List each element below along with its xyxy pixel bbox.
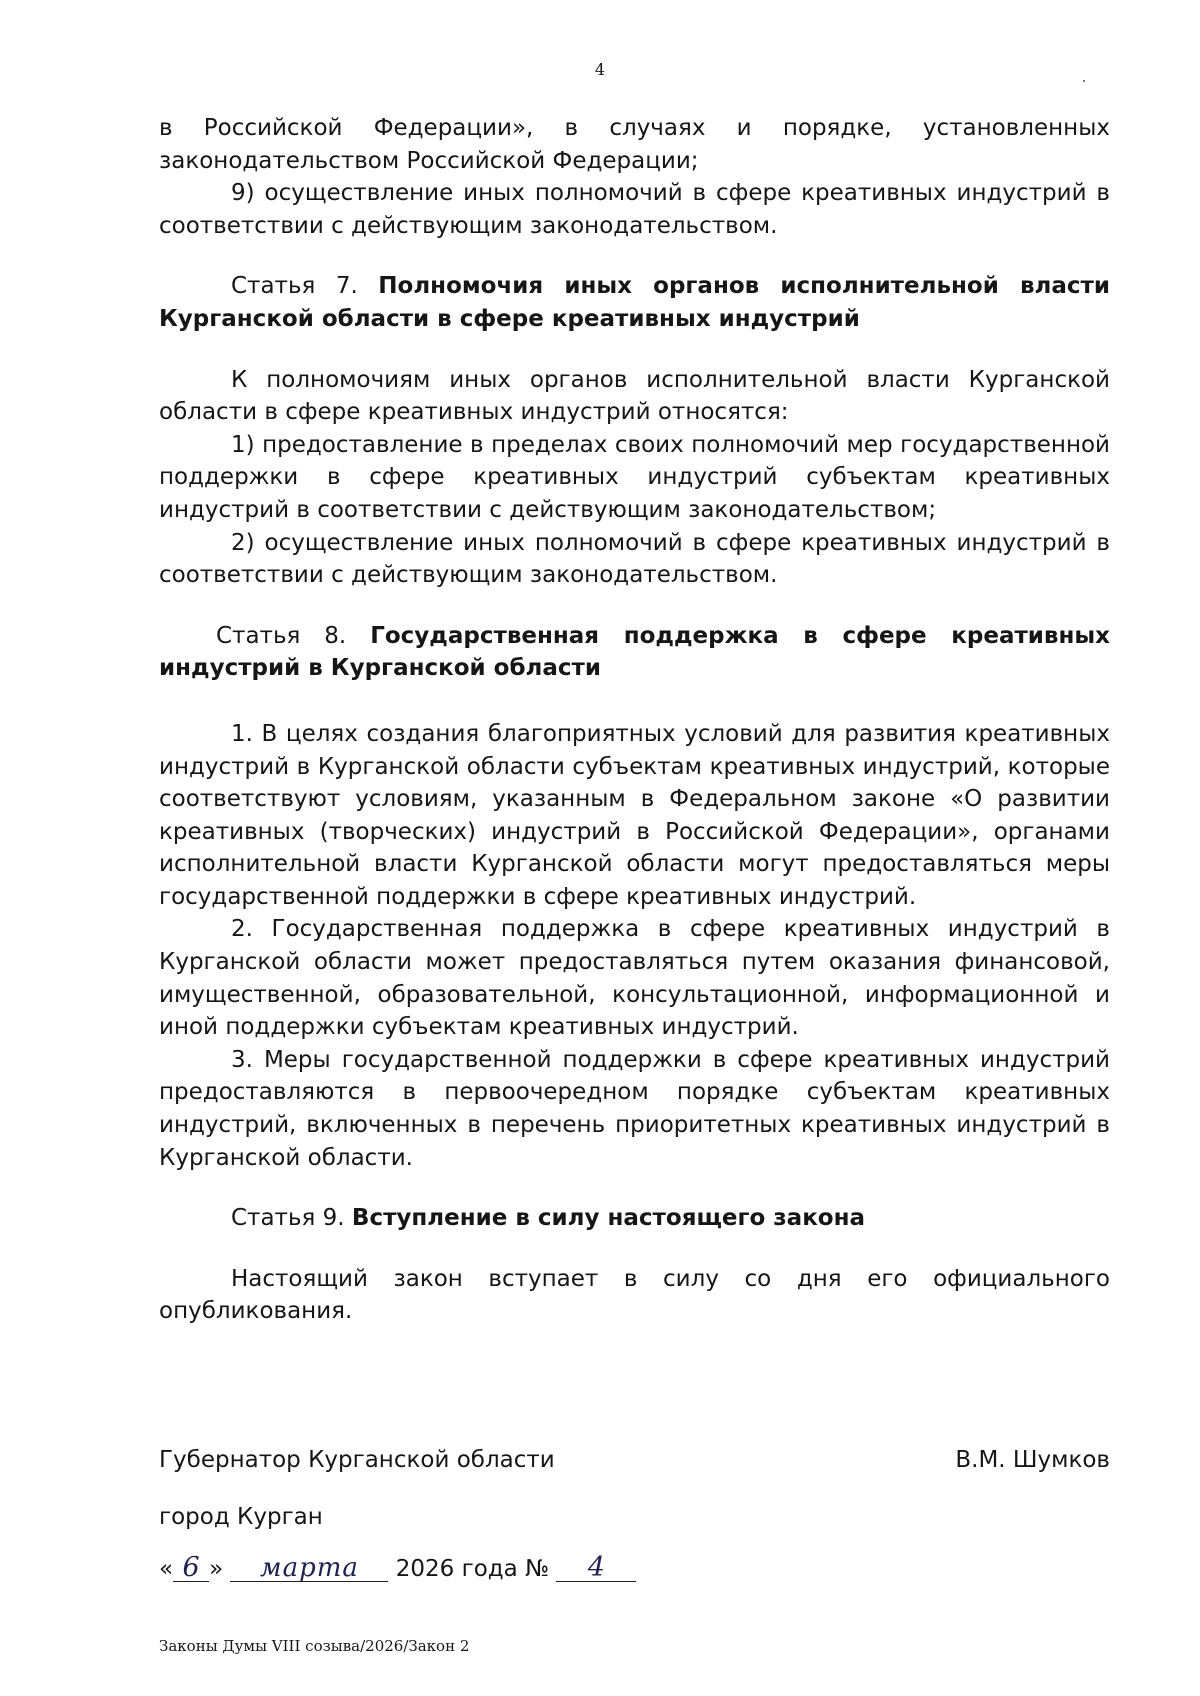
date-line: [159, 1553, 636, 1585]
paragraph: К полномочиям иных органов исполнительной власти Курганской области в сфере креативных индустрий относятся:: [159, 366, 1110, 426]
paragraph: Настоящий закон вступает в силу со дня его официального опубликования.: [159, 1265, 1110, 1325]
footer-reference: Законы Думы VIII созыва/2026/Закон 2: [159, 1637, 470, 1655]
page-number: 4: [594, 60, 606, 79]
paragraph: 1. В целях создания благоприятных условий для развития креативных индустрий в Курганской области субъектам креативных индустрий, которые соответствуют условиям, указанным в Федеральном законе «О развитии креативных (творческих) индустрий в Российской Федерации», органами исполнительной власти Курганской области могут предоставляться меры государственной поддержки в сфере креативных индустрий.: [159, 720, 1110, 910]
paragraph: 9) осуществление иных полномочий в сфере креативных индустрий в соответствии с действующим законодательством.: [159, 180, 1110, 239]
close-quote: »: [209, 1556, 224, 1582]
article-8-heading: [159, 620, 1110, 685]
paragraph: в Российской Федерации», в случаях и порядке, установленных законодательством Российской Федерации;: [159, 115, 1110, 174]
paragraph: 3. Меры государственной поддержки в сфере креативных индустрий предоставляются в первоочередном порядке субъектам креативных индустрий, включенных в перечень приоритетных креативных индустрий в Курганской области.: [159, 1046, 1110, 1171]
signature-block: [159, 1444, 1110, 1476]
document-body: [159, 112, 1110, 1328]
signatory-name: В.М. Шумков: [955, 1447, 1110, 1473]
article-title: Государственная поддержка в сфере креативных индустрий в Курганской области: [159, 622, 1110, 682]
article-title: Полномочия иных органов исполнительной власти Курганской области в сфере креативных индустрий: [159, 273, 1110, 332]
city: город Курган: [159, 1504, 323, 1530]
article-title: Вступление в силу настоящего закона: [351, 1205, 866, 1232]
signatory-position: Губернатор Курганской области: [159, 1447, 555, 1473]
article-9-heading: [159, 1202, 1110, 1235]
paragraph: 2. Государственная поддержка в сфере креативных индустрий в Курганской области может предоставляться путем оказания финансовой, имущественной, образовательной, консультационной, информационной и иной поддержки субъектам креативных индустрий.: [159, 916, 1110, 1041]
handwritten-day: 6: [173, 1555, 209, 1582]
handwritten-month: марта: [230, 1555, 388, 1582]
paragraph: 2) осуществление иных полномочий в сфере креативных индустрий в соответствии с действующим законодательством.: [159, 529, 1110, 589]
article-number: Статья 9.: [231, 1205, 345, 1232]
open-quote: «: [159, 1556, 174, 1582]
year-text: 2026 года №: [395, 1556, 550, 1582]
paragraph: 1) предоставление в пределах своих полномочий мер государственной поддержки в сфере креативных индустрий субъектам креативных индустрий в соответствии с действующим законодательством;: [159, 431, 1110, 523]
handwritten-law-number: 4: [556, 1555, 636, 1582]
article-number: Статья 7.: [231, 273, 358, 300]
article-number: Статья 8.: [216, 622, 347, 649]
scan-speck: [1083, 80, 1085, 82]
article-7-heading: [159, 270, 1110, 335]
